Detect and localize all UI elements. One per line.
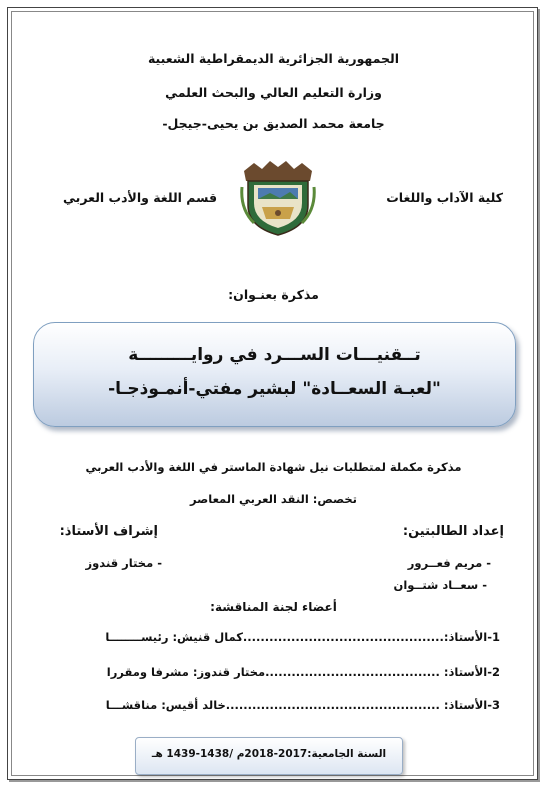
republic-header: الجمهورية الجزائرية الديمقراطية الشعبية	[147, 51, 400, 66]
student-name-1: - مريم فعــرور	[407, 556, 491, 570]
supervisor-name: - مختار قندوز	[85, 556, 162, 570]
academic-year: السنة الجامعية:2017-2018م /1438-1439 هـ	[151, 748, 387, 760]
faculty-name: كلية الآداب واللغات	[386, 190, 503, 205]
title-line-2: "لعبـة السعــادة" لبشير مفتي-أنمـوذجـا-	[108, 379, 441, 399]
title-box	[33, 322, 516, 427]
specialty: تخصص: النقد العربي المعاصر	[189, 492, 357, 506]
ministry-header: وزارة التعليم العالي والبحث العلمي	[165, 85, 382, 100]
committee-label: أعضاء لجنة المناقشة:	[210, 600, 337, 614]
memo-purpose: مذكرة مكملة لمتطلبات نيل شهادة الماستر في اللغة والأدب العربي	[85, 460, 462, 474]
students-label: إعداد الطالبتين:	[402, 524, 504, 539]
title-line-1: تــقنيـــات الســـرد في روايـــــــــة	[128, 345, 421, 365]
university-seal-icon	[240, 157, 316, 237]
memo-label: مذكرة بعنـوان:	[228, 287, 319, 302]
committee-member-2: 2-الأستاذ: ........................................مختار قندوز: مشرفا ومقررا	[106, 665, 500, 679]
academic-year-box	[135, 737, 403, 775]
supervisor-label: إشراف الأستاذ:	[59, 524, 158, 539]
committee-member-3: 3-الأستاذ: .................................................خالد أقيس: مناقشـــا	[105, 698, 500, 712]
student-name-2: - سعــاد شتــوان	[393, 578, 487, 592]
university-header: جامعة محمد الصديق بن يحيى-جيجل-	[162, 116, 385, 131]
committee-member-1: 1-الأستاذ:..............................................كمال قنيش: رئيســــــــا	[105, 630, 500, 644]
department-name: قسم اللغة والأدب العربي	[63, 190, 217, 205]
